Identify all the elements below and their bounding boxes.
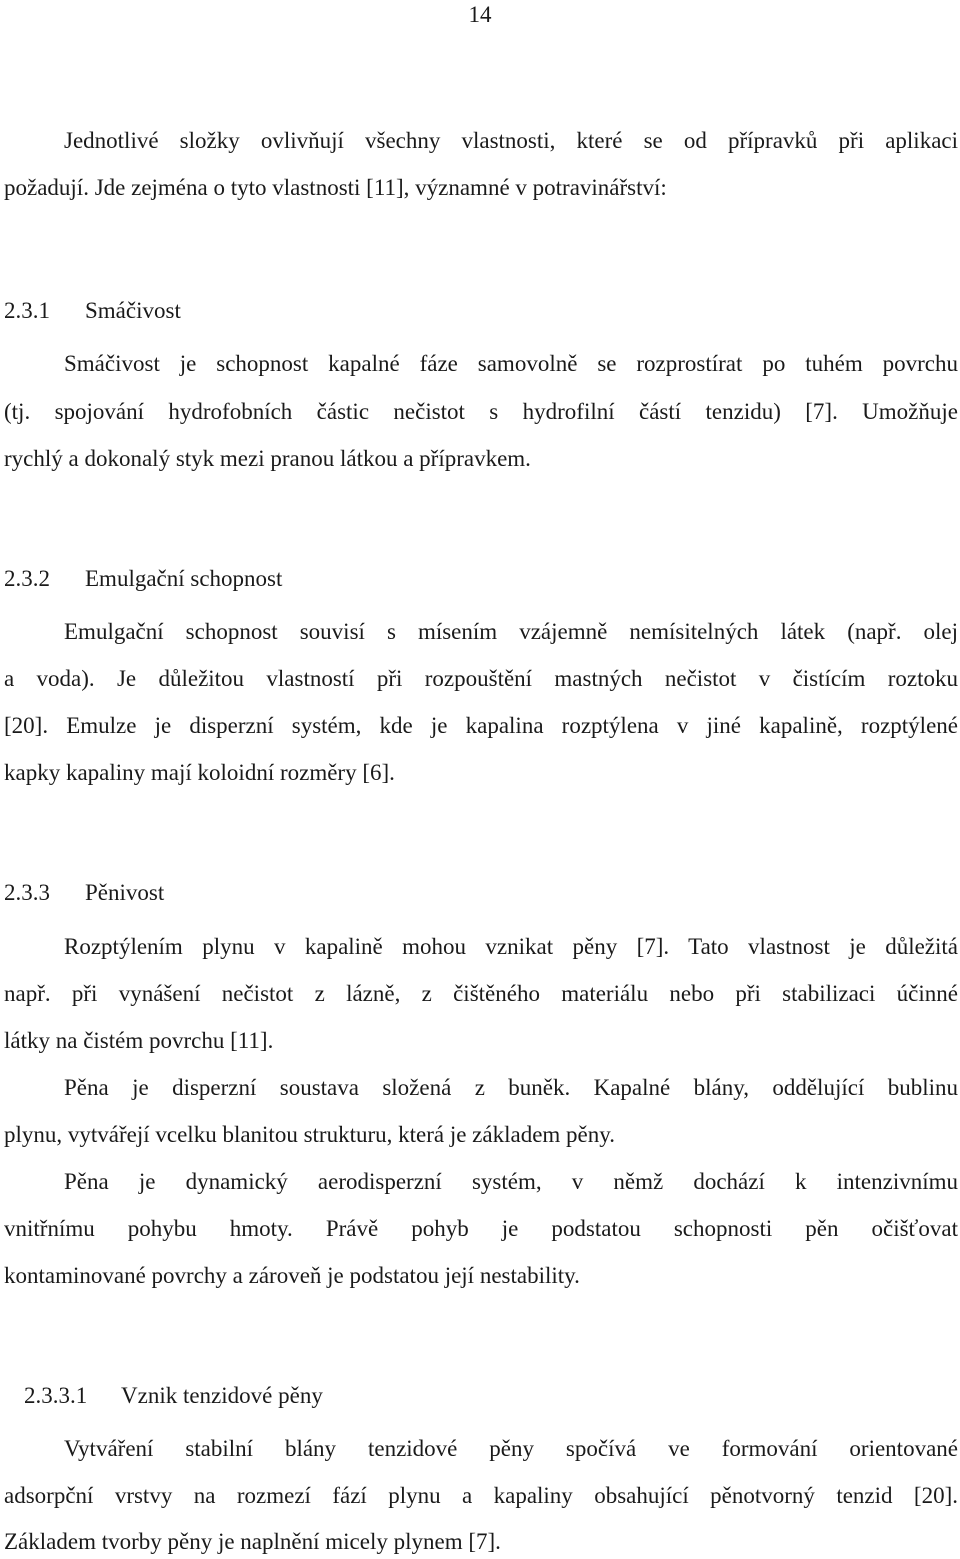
intro-line-1: Jednotlivé složky ovlivňují všechny vlastnosti, které se od přípravků při aplikaci bbox=[64, 128, 958, 153]
s233-p2-line-2: plynu, vytvářejí vcelku blanitou strukturu, která je základem pěny. bbox=[4, 1122, 616, 1147]
heading-2-3-3-1-title: Vznik tenzidové pěny bbox=[121, 1383, 323, 1408]
s233-p3-line-3: kontaminované povrchy a zároveň je podstatou její nestability. bbox=[4, 1263, 580, 1288]
s233-p3-line-1: Pěna je dynamický aerodisperzní systém, v němž dochází k intenzivnímu bbox=[64, 1169, 958, 1194]
s231-line-3: rychlý a dokonalý styk mezi pranou látkou a přípravkem. bbox=[4, 446, 531, 471]
s233-p1-line-3: látky na čistém povrchu [11]. bbox=[4, 1028, 274, 1053]
s2331-line-2: adsorpční vrstvy na rozmezí fází plynu a kapaliny obsahující pěnotvorný tenzid [20]. bbox=[4, 1483, 958, 1508]
s232-line-4: kapky kapaliny mají koloidní rozměry [6]. bbox=[4, 760, 395, 785]
heading-2-3-3-number: 2.3.3 bbox=[4, 880, 50, 905]
s232-line-1: Emulgační schopnost souvisí s mísením vzájemně nemísitelných látek (např. olej bbox=[64, 619, 958, 644]
s2331-line-3: Základem tvorby pěny je naplnění micely plynem [7]. bbox=[4, 1529, 501, 1554]
s231-line-2: (tj. spojování hydrofobních částic nečistot s hydrofilní částí tenzidu) [7]. Umožňuje bbox=[4, 399, 958, 424]
heading-2-3-1-number: 2.3.1 bbox=[4, 298, 50, 323]
heading-2-3-3-title: Pěnivost bbox=[85, 880, 165, 905]
s2331-line-1: Vytváření stabilní blány tenzidové pěny spočívá ve formování orientované bbox=[64, 1436, 958, 1461]
s232-line-2: a voda). Je důležitou vlastností při rozpouštění mastných nečistot v čistícím roztoku bbox=[4, 666, 958, 691]
s233-p3-line-2: vnitřnímu pohybu hmoty. Právě pohyb je podstatou schopnosti pěn očišťovat bbox=[4, 1216, 958, 1241]
heading-2-3-1-title: Smáčivost bbox=[85, 298, 181, 323]
s233-p2-line-1: Pěna je disperzní soustava složená z buněk. Kapalné blány, oddělující bublinu bbox=[64, 1075, 958, 1100]
heading-2-3-2-number: 2.3.2 bbox=[4, 566, 50, 591]
s233-p1-line-1: Rozptýlením plynu v kapalině mohou vznikat pěny [7]. Tato vlastnost je důležitá bbox=[64, 934, 958, 959]
page-number: 14 bbox=[468, 2, 492, 27]
intro-line-2: požadují. Jde zejména o tyto vlastnosti [11], významné v potravinářství: bbox=[4, 175, 667, 200]
s233-p1-line-2: např. při vynášení nečistot z lázně, z čištěného materiálu nebo při stabilizaci účinné bbox=[4, 981, 958, 1006]
s231-line-1: Smáčivost je schopnost kapalné fáze samovolně se rozprostírat po tuhém povrchu bbox=[64, 351, 958, 376]
heading-2-3-2-title: Emulgační schopnost bbox=[85, 566, 283, 591]
s232-line-3: [20]. Emulze je disperzní systém, kde je kapalina rozptýlena v jiné kapalině, rozptýlené bbox=[4, 713, 958, 738]
heading-2-3-3-1-number: 2.3.3.1 bbox=[24, 1383, 88, 1408]
